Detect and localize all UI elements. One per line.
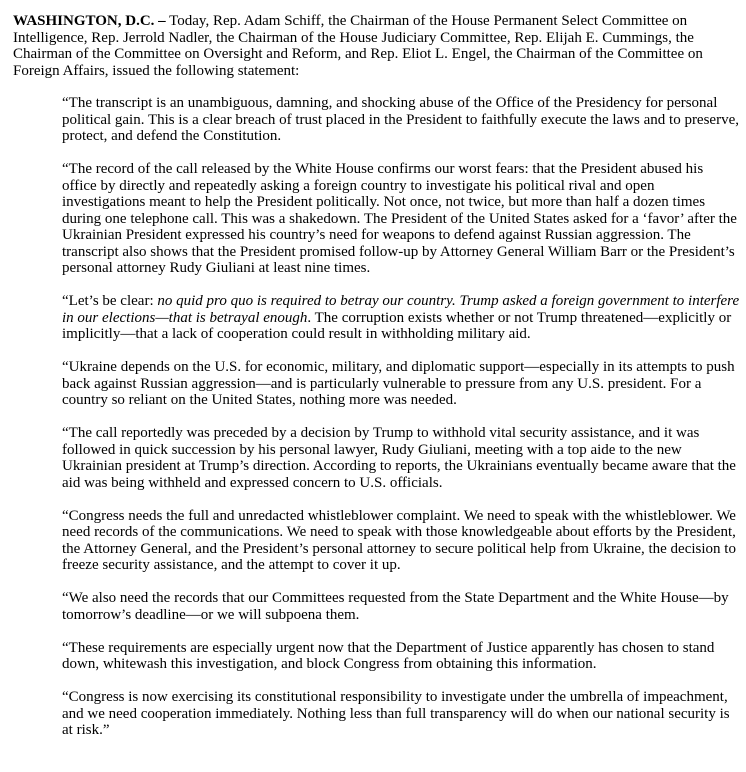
quote-paragraph: “The transcript is an unambiguous, damning, and shocking abuse of the Office of the Presidency for personal political gain. This is a clear breach of trust placed in the President to faithfully execute the laws and to preserve, protect, and defend the Constitution. [62,95,739,144]
intro-text: Today, Rep. Adam Schiff, the Chairman of the House Permanent Select Committee on Intelligence, Rep. Jerrold Nadler, the Chairman of the House Judiciary Committee, Rep. Elijah E. Cummings, the Chairman of the Committee on Oversight and Reform, and Rep. Eliot L. Engel, the Chairman of the Committee on Foreign Affairs, issued the following statement: [13,13,703,79]
dateline: WASHINGTON, D.C. – [13,13,166,29]
quote-paragraph: “The call reportedly was preceded by a decision by Trump to withhold vital security assistance, and it was followed in quick succession by his personal lawyer, Rudy Giuliani, meeting with a top aide to the new Ukrainian president at Trump’s direction. According to reports, the Ukrainians eventually became aware that the aid was being withheld and expressed concern to U.S. officials. [62,425,736,491]
quote-paragraph: “These requirements are especially urgent now that the Department of Justice apparently has chosen to stand down, whitewash this investigation, and block Congress from obtaining this information. [62,639,715,672]
quote-text: “Let’s be clear: [62,293,158,309]
quote-paragraph: “Congress is now exercising its constitutional responsibility to investigate under the umbrella of impeachment, and we need cooperation immediately. Nothing less than full transparency will do when our national security is at risk.” [62,689,730,738]
quote-italic-text: no quid pro quo is required to betray our country. Trump asked a foreign government to interfere in our elections—that is betrayal enough [62,293,740,326]
quote-text: . The corruption exists whether or not Trump threatened—explicitly or implicitly—that a lack of cooperation could result in withholding military aid. [62,309,732,342]
quote-paragraph: “We also need the records that our Committees requested from the State Department and the White House—by tomorrow’s deadline—or we will subpoena them. [62,590,729,623]
quoted-statement [13,95,740,739]
quote-paragraph [62,293,740,343]
quote-paragraph: “Ukraine depends on the U.S. for economic, military, and diplomatic support—especially in its attempts to push back against Russian aggression—and is particularly vulnerable to pressure from any U.S. president. For a country so reliant on the United States, nothing more was needed. [62,359,735,408]
quote-paragraph: “The record of the call released by the White House confirms our worst fears: that the President abused his office by directly and repeatedly asking a foreign country to investigate his political rival and open investigations meant to help the President politically. Not once, not twice, but more than half a dozen times during one telephone call. This was a shakedown. The President of the United States asked for a ‘favor’ after the Ukrainian President expressed his country’s need for weapons to defend against Russian aggression. The transcript also shows that the President promised follow-up by Attorney General William Barr or the President’s personal attorney Rudy Giuliani at least nine times. [62,161,737,276]
quote-paragraph: “Congress needs the full and unredacted whistleblower complaint. We need to speak with the whistleblower. We need records of the communications. We need to speak with those knowledgeable about efforts by the President, the Attorney General, and the President’s personal attorney to secure political help from Ukraine, the decision to freeze security assistance, and the attempt to cover it up. [62,507,736,573]
statement-intro [13,13,740,79]
